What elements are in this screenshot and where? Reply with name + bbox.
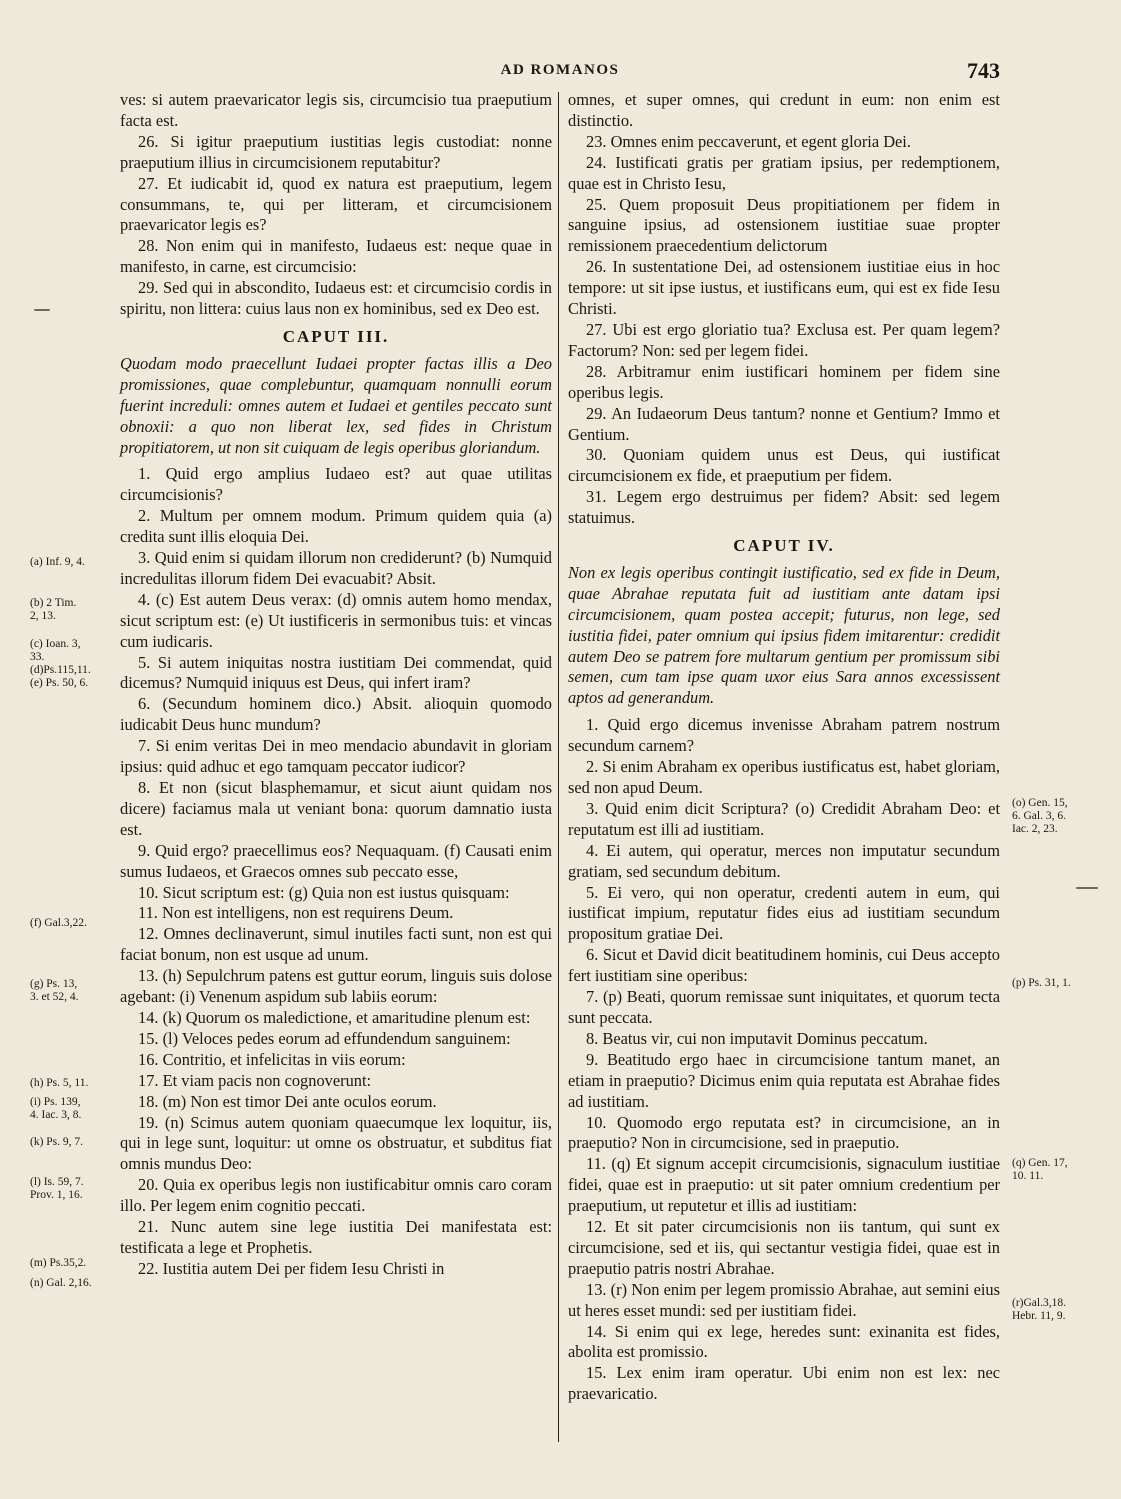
running-title: AD ROMANOS — [500, 62, 620, 78]
verse: 21. Nunc autem sine lege iustitia Dei manifestata est: testificata a lege et Prophetis. — [120, 1217, 552, 1257]
verse: 11. Non est intelligens, non est requirens Deum. — [138, 903, 454, 923]
verse: 7. (p) Beati, quorum remissae sunt iniquitates, et quorum tecta sunt peccata. — [568, 987, 1000, 1027]
verse: 17. Et viam pacis non cognoverunt: — [138, 1070, 372, 1090]
margin-reference: (g) Ps. 13, — [30, 978, 78, 990]
verse: 9. Beatitudo ergo haec in circumcisione tantum manet, an etiam in praeputio? Dicimus enim quia reputata est Abrahae fides ad iustitiam. — [568, 1049, 1000, 1111]
ink-mark — [1076, 887, 1098, 889]
verse: 15. (l) Veloces pedes eorum ad effundendum sanguinem: — [138, 1028, 511, 1048]
margin-reference: (o) Gen. 15, — [1012, 797, 1068, 809]
margin-reference: 10. 11. — [1012, 1170, 1044, 1182]
verse: 23. Omnes enim peccaverunt, et egent gloria Dei. — [586, 131, 911, 151]
margin-reference: (m) Ps.35,2. — [30, 1257, 87, 1269]
margin-reference: Hebr. 11, 9. — [1012, 1310, 1066, 1322]
verse: 6. (Secundum hominem dico.) Absit. alioquin quomodo iudicabit Deus hunc mundum? — [120, 694, 552, 735]
verse: 28. Non enim qui in manifesto, Iudaeus est: neque quae in manifesto, in carne, est circumcisio: — [120, 236, 552, 277]
margin-reference: (a) Inf. 9, 4. — [30, 556, 85, 568]
margin-reference: (l) Is. 59, 7. — [30, 1176, 84, 1188]
page-number: 743 — [967, 58, 1000, 83]
continued-verse: omnes, et super omnes, qui credunt in eum: non enim est distinctio. — [568, 90, 1000, 130]
verse: 29. Sed qui in abscondito, Iudaeus est: et circumcisio cordis in spiritu, non littera: cuius laus non ex hominibus, sed ex Deo est. — [120, 278, 552, 319]
verse: 22. Iustitia autem Dei per fidem Iesu Christi in — [138, 1258, 445, 1278]
margin-reference: (i) Ps. 139, — [30, 1096, 81, 1108]
margin-reference: (k) Ps. 9, 7. — [30, 1136, 84, 1148]
verse: 14. (k) Quorum os maledictione, et amaritudine plenum est: — [138, 1007, 531, 1027]
chapter-heading: CAPUT IV. — [733, 536, 835, 556]
verse: 24. Iustificati gratis per gratiam ipsius, per redemptionem, quae est in Christo Iesu, — [568, 152, 1000, 193]
verse: 11. (q) Et signum accepit circumcisionis, signaculum iustitiae fidei, quae est in praeputio: ut sit pater omnium credentium per praeputium, ut reputetur et illis ad iustitiam: — [568, 1154, 1000, 1216]
margin-reference: 4. Iac. 3, 8. — [30, 1109, 82, 1121]
margin-reference: Prov. 1, 16. — [30, 1189, 83, 1201]
verse: 10. Quomodo ergo reputata est? in circumcisione, an in praeputio? Non in circumcisione, sed in praeputio. — [568, 1112, 1000, 1153]
column-divider — [558, 92, 559, 1442]
margin-reference: Iac. 2, 23. — [1012, 823, 1058, 835]
verse: 5. Ei vero, qui non operatur, credenti autem in eum, qui iustificat impium, reputatur fides eius ad iustitiam secundum propositum gratiae Dei. — [568, 882, 1000, 944]
chapter-summary: Quodam modo praecellunt Iudaei propter factas illis a Deo promissiones, quae complebuntur, quamquam nonnulli eorum fuerint increduli: omnes autem et Iudaei et gentiles peccato sunt obnoxii: a quo non liberat lex, sed fides in Christum propitiatorem, ut non sit cuiquam de legis operibus gloriandum. — [120, 353, 552, 457]
verse: 12. Omnes declinaverunt, simul inutiles facti sunt, non est qui faciat bonum, non est usque ad unum. — [120, 924, 552, 965]
chapter-heading: CAPUT III. — [282, 326, 390, 346]
margin-reference: 33. — [30, 651, 45, 663]
ink-mark — [34, 309, 50, 311]
margin-reference: (e) Ps. 50, 6. — [30, 677, 89, 689]
verse: 15. Lex enim iram operatur. Ubi enim non est lex: nec praevaricatio. — [568, 1363, 1000, 1404]
margin-reference: (r)Gal.3,18. — [1012, 1297, 1066, 1309]
continued-verse: ves: si autem praevaricator legis sis, circumcisio tua praeputium facta est. — [120, 90, 552, 130]
verse: 6. Sicut et David dicit beatitudinem hominis, cui Deus accepto fert iustitiam sine operibus: — [568, 945, 1000, 986]
margin-reference: 6. Gal. 3, 6. — [1012, 810, 1066, 822]
margin-reference: (h) Ps. 5, 11. — [30, 1077, 89, 1089]
verse: 4. Ei autem, qui operatur, merces non imputatur secundum gratiam, sed secundum debitum. — [568, 840, 1000, 881]
verse: 29. An Iudaeorum Deus tantum? nonne et Gentium? Immo et Gentium. — [568, 403, 1000, 444]
verse: 2. Si enim Abraham ex operibus iustificatus est, habet gloriam, sed non apud Deum. — [568, 757, 1000, 797]
verse: 1. Quid ergo dicemus invenisse Abraham patrem nostrum secundum carnem? — [568, 715, 1000, 756]
right-column — [568, 90, 1000, 1405]
margin-reference: (b) 2 Tim. — [30, 597, 77, 609]
verse: 20. Quia ex operibus legis non iustificabitur omnis caro coram illo. Per legem enim cognitio peccati. — [120, 1175, 552, 1216]
verse: 28. Arbitramur enim iustificari hominem per fidem sine operibus legis. — [568, 361, 1000, 402]
verse: 26. In sustentatione Dei, ad ostensionem iustitiae eius in hoc tempore: ut sit ipse iustus, et iustificans eum, qui est ex fide Iesu Christi. — [568, 257, 1000, 319]
verse: 14. Si enim qui ex lege, heredes sunt: exinanita est fides, abolita est promissio. — [568, 1321, 1000, 1362]
verse: 5. Si autem iniquitas nostra iustitiam Dei commendat, quid dicemus? Numquid iniquus est Deus, qui infert iram? — [120, 652, 552, 693]
verse: 25. Quem proposuit Deus propitiationem per fidem in sanguine ipsius, ad ostensionem iustitiae suae propter remissionem praecedentium delictorum — [568, 194, 1000, 256]
margin-reference: 2, 13. — [30, 610, 56, 622]
verse: 27. Et iudicabit id, quod ex natura est praeputium, legem consummans, te, qui per litteram, et circumcisionem praevaricator legis es? — [120, 173, 552, 235]
margin-reference: (d)Ps.115,11. — [30, 664, 91, 676]
margin-reference: (n) Gal. 2,16. — [30, 1277, 92, 1289]
verse: 1. Quid ergo amplius Iudaeo est? aut quae utilitas circumcisionis? — [120, 464, 552, 505]
verse: 10. Sicut scriptum est: (g) Quia non est iustus quisquam: — [138, 882, 510, 902]
verse: 4. (c) Est autem Deus verax: (d) omnis autem homo mendax, sicut scriptum est: (e) Ut iustificeris in sermonibus tuis: et vincas cum iudicaris. — [120, 589, 552, 651]
margin-reference: (f) Gal.3,22. — [30, 917, 87, 929]
verse: 31. Legem ergo destruimus per fidem? Absit: sed legem statuimus. — [568, 487, 1000, 528]
verse: 9. Quid ergo? praecellimus eos? Nequaquam. (f) Causati enim sumus Iudaeos, et Graecos omnes sub peccato esse, — [120, 840, 552, 881]
margin-reference: 3. et 52, 4. — [30, 991, 79, 1003]
margin-reference: (p) Ps. 31, 1. — [1012, 977, 1071, 989]
verse: 13. (h) Sepulchrum patens est guttur eorum, linguis suis dolose agebant: (i) Venenum aspidum sub labiis eorum: — [120, 966, 552, 1007]
verse: 13. (r) Non enim per legem promissio Abrahae, aut semini eius ut heres esset mundi: sed per iustitiam fidei. — [568, 1279, 1000, 1320]
verse: 12. Et sit pater circumcisionis non iis tantum, qui sunt ex circumcisione, sed et iis, qui sectantur vestigia fidei, quae est in praeputio patris nostri Abrahae. — [568, 1217, 1000, 1278]
verse: 19. (n) Scimus autem quoniam quaecumque lex loquitur, iis, qui in lege sunt, loquitur: ut omne os obstruatur, et subditus fiat omnis mundus Deo: — [120, 1112, 552, 1174]
verse: 8. Et non (sicut blasphemamur, et sicut aiunt quidam nos dicere) faciamus mala ut veniant bona: quorum damnatio iusta est. — [120, 778, 552, 839]
verse: 30. Quoniam quidem unus est Deus, qui iustificat circumcisionem ex fide, et praeputium per fidem. — [568, 445, 1000, 486]
verse: 27. Ubi est ergo gloriatio tua? Exclusa est. Per quam legem? Factorum? Non: sed per legem fidei. — [568, 319, 1000, 360]
verse: 7. Si enim veritas Dei in meo mendacio abundavit in gloriam ipsius: quid adhuc et ego tamquam peccator iudicor? — [120, 736, 552, 777]
running-head — [120, 58, 1000, 88]
left-column — [120, 90, 552, 1280]
margin-reference: (q) Gen. 17, — [1012, 1157, 1068, 1169]
verse: 2. Multum per omnem modum. Primum quidem quia (a) credita sunt illis eloquia Dei. — [120, 506, 552, 547]
chapter-summary: Non ex legis operibus contingit iustificatio, sed ex fide in Deum, quae Abrahae reputata fuit ad iustitiam ante datam ipsi circumcisionem, quam postea accepit; futurus, non lege, sed iustitia fidei, pater omnium qui ipsius fidem imitarentur: credidit autem Deo se patrem fore multarum gentium per promissum sibi semen, cum tam ipse quam uxor eius Sara annos excessissent aptos ad generandum. — [568, 562, 1000, 708]
verse: 16. Contritio, et infelicitas in viis eorum: — [138, 1049, 406, 1069]
margin-reference: (c) Ioan. 3, — [30, 638, 81, 650]
verse: 3. Quid enim si quidam illorum non crediderunt? (b) Numquid incredulitas illorum fidem Dei evacuabit? Absit. — [120, 548, 552, 588]
verse: 18. (m) Non est timor Dei ante oculos eorum. — [138, 1091, 437, 1111]
verse: 26. Si igitur praeputium iustitias legis custodiat: nonne praeputium illius in circumcisionem reputabitur? — [120, 131, 552, 172]
verse: 3. Quid enim dicit Scriptura? (o) Credidit Abraham Deo: et reputatum est illi ad iustitiam. — [568, 798, 1000, 839]
verse: 8. Beatus vir, cui non imputavit Dominus peccatum. — [586, 1028, 928, 1048]
